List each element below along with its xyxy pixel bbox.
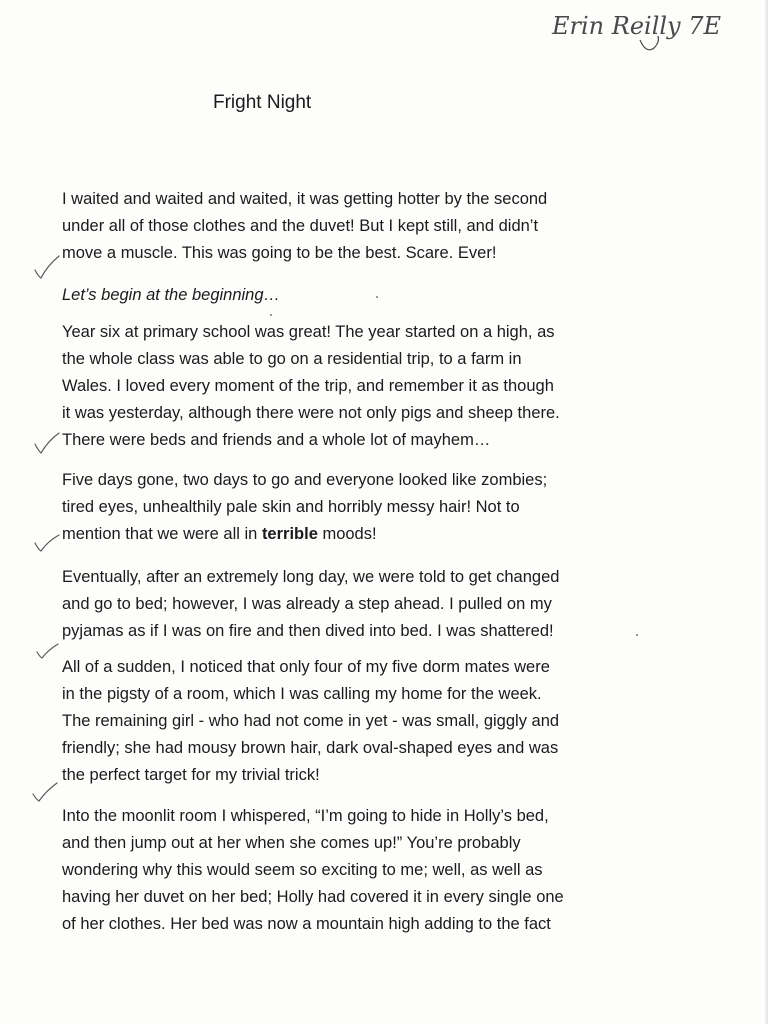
text-line: the perfect target for my trivial trick! [62,766,320,784]
scan-speck [636,634,638,636]
svg-text:Erin Reilly 7E: Erin Reilly 7E [552,12,722,40]
text-line: and then jump out at her when she comes up!” You’re probably [62,834,521,852]
text-line: There were beds and friends and a whole lot of mayhem… [62,431,491,449]
text-line: the whole class was able to go on a residential trip, to a farm in [62,350,522,368]
text-line: All of a sudden, I noticed that only four of my five dorm mates were [62,658,550,676]
text-line: in the pigsty of a room, which I was calling my home for the week. [62,685,542,703]
text-line: of her clothes. Her bed was now a mountain high adding to the fact [62,915,551,933]
checkmark-icon [32,529,62,555]
checkmark-icon [32,430,62,456]
text-line: Eventually, after an extremely long day, we were told to get changed [62,568,560,586]
text-line: having her duvet on her bed; Holly had covered it in every single one [62,888,564,906]
text-line: pyjamas as if I was on fire and then dived into bed. I was shattered! [62,622,554,640]
paragraph-year-six [62,319,652,454]
text-line: tired eyes, unhealthily pale skin and horribly messy hair! Not to [62,498,520,516]
text-run: moods! [317,525,377,543]
document-title: Fright Night [213,92,312,113]
text-line: The remaining girl - who had not come in yet - was small, giggly and [62,712,560,730]
scan-speck [270,314,272,316]
paragraph-moonlit-room [62,803,652,938]
paragraph-five-days [62,467,652,548]
text-line: move a muscle. This was going to be the best. Scare. Ever! [62,244,497,262]
handwritten-signature [548,4,748,62]
checkmark-icon [30,778,60,804]
text-line: Into the moonlit room I whispered, “I’m going to hide in Holly’s bed, [62,807,549,825]
text-line: and go to bed; however, I was already a step ahead. I pulled on my [62,595,552,613]
text-line: it was yesterday, although there were not only pigs and sheep there. [62,404,560,422]
checkmark-icon [34,640,64,666]
text-line: Five days gone, two days to go and everyone looked like zombies; [62,471,548,489]
paragraph-all-of-a-sudden [62,654,652,789]
bold-word: terrible [261,525,318,543]
text-run: mention that we were all in [62,525,262,543]
text-line: Let’s begin at the beginning… [62,286,281,304]
text-line: friendly; she had mousy brown hair, dark oval-shaped eyes and was [62,739,559,757]
paragraph-eventually [62,564,652,645]
text-line: under all of those clothes and the duvet! But I kept still, and didn’t [62,217,539,235]
text-line [62,521,652,548]
scan-speck [376,296,378,298]
paragraph-opening [62,186,652,267]
paragraph-intro-italic [62,282,652,309]
text-line: wondering why this would seem so exciting to me; well, as well as [62,861,543,879]
text-line: I waited and waited and waited, it was getting hotter by the second [62,190,548,208]
text-line: Year six at primary school was great! The year started on a high, as [62,323,555,341]
text-line: Wales. I loved every moment of the trip, and remember it as though [62,377,554,395]
checkmark-icon [32,254,62,280]
